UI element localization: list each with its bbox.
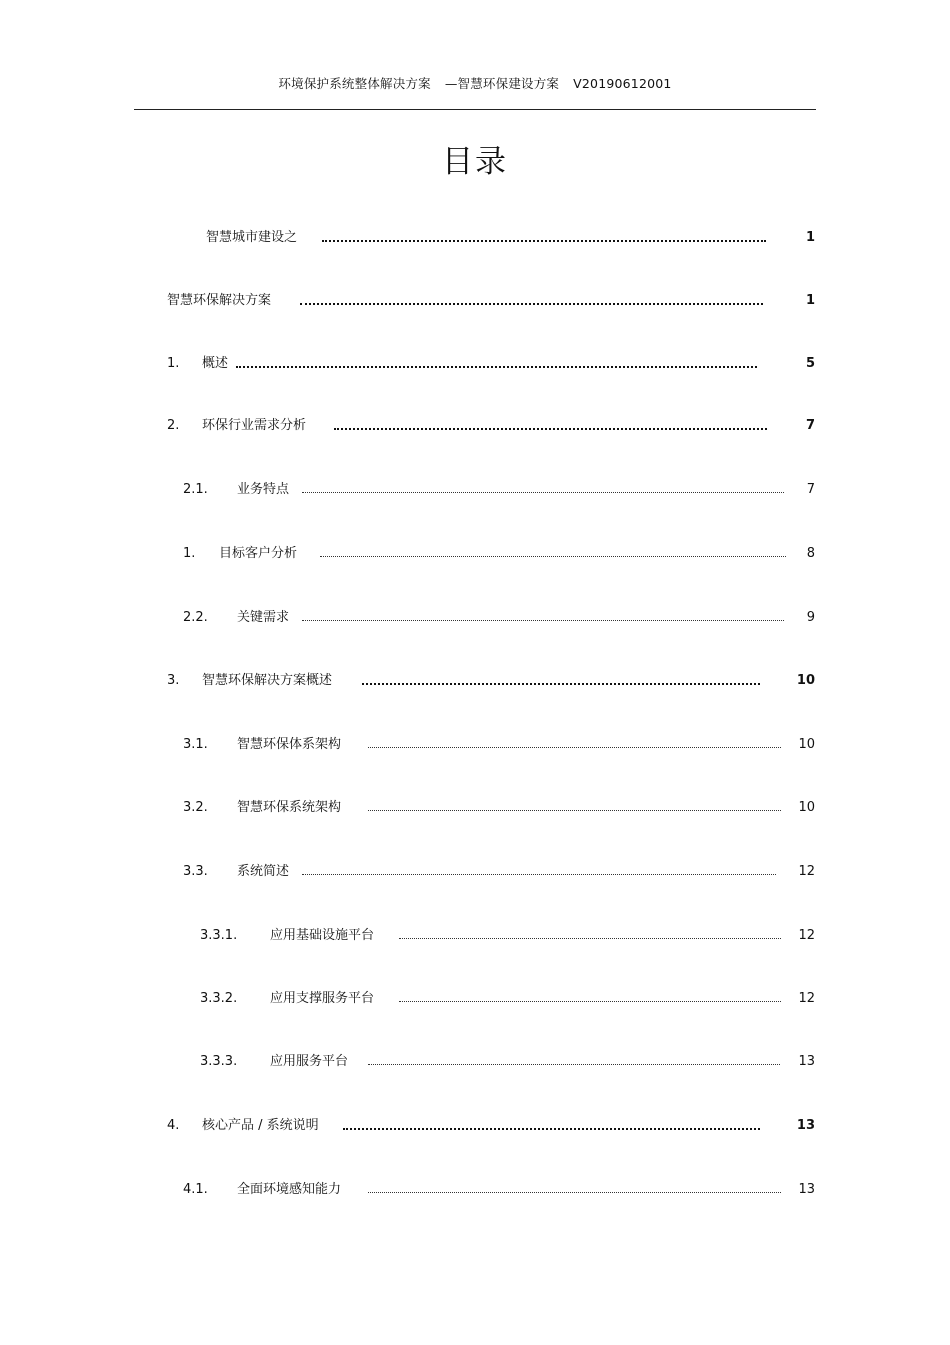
toc-entry[interactable] [183, 607, 815, 629]
toc-entry-page: 12 [798, 928, 815, 943]
header-subtitle: —智慧环保建设方案 [444, 76, 560, 91]
toc-entry[interactable] [183, 1179, 815, 1201]
toc-entry-label: 智慧环保体系架构 [237, 737, 342, 752]
toc-entry-label: 概述 [202, 356, 229, 371]
toc-entry-page: 12 [798, 991, 815, 1006]
toc-entry-page: 9 [806, 610, 815, 625]
toc-entry-label: 关键需求 [237, 610, 290, 625]
toc-dot-leader [343, 1128, 760, 1130]
toc-dot-leader [362, 683, 760, 685]
toc-dot-leader [399, 938, 781, 939]
toc-entry-label: 智慧环保系统架构 [237, 800, 342, 815]
toc-entry-label: 智慧环保解决方案 [167, 293, 272, 308]
toc-dot-leader [368, 810, 781, 811]
toc-entry-label: 应用服务平台 [270, 1054, 349, 1069]
toc-entry-number: 2.1. [183, 482, 208, 497]
toc-dot-leader [302, 492, 784, 493]
toc-entry-number: 3.3.2. [200, 991, 238, 1006]
toc-dot-leader [300, 303, 763, 305]
toc-entry-page: 8 [806, 546, 815, 561]
running-header [0, 74, 950, 92]
toc-entry-page: 13 [798, 1182, 815, 1197]
toc-entry[interactable] [183, 734, 815, 756]
toc-dot-leader [302, 874, 776, 875]
toc-entry-label: 应用支撑服务平台 [270, 991, 375, 1006]
header-title: 环境保护系统整体解决方案 [278, 76, 431, 91]
toc-entry-number: 3.3.1. [200, 928, 238, 943]
toc-entry-page: 13 [796, 1118, 815, 1133]
toc-entry-label: 业务特点 [237, 482, 290, 497]
toc-entry-number: 3.3. [183, 864, 208, 879]
toc-entry-page: 5 [805, 356, 815, 371]
toc-entry-label: 全面环境感知能力 [237, 1182, 342, 1197]
header-divider [134, 109, 816, 110]
toc-entry-label: 环保行业需求分析 [202, 418, 307, 433]
toc-entry-page: 1 [805, 293, 815, 308]
toc-entry-page: 13 [798, 1054, 815, 1069]
toc-dot-leader [320, 556, 786, 557]
toc-dot-leader [368, 1064, 780, 1065]
header-version: V20190612001 [573, 76, 672, 91]
toc-entry-number: 1. [167, 356, 180, 371]
toc-dot-leader [368, 1192, 781, 1193]
toc-entry-number: 4. [167, 1118, 180, 1133]
toc-dot-leader [334, 428, 767, 430]
toc-dot-leader [302, 620, 784, 621]
toc-dot-leader [322, 240, 766, 242]
toc-entry-page: 12 [798, 864, 815, 879]
toc-entry-number: 4.1. [183, 1182, 208, 1197]
toc-heading: 目录 [442, 144, 508, 180]
toc-entry[interactable] [200, 988, 815, 1010]
toc-entry[interactable] [183, 543, 815, 565]
toc-entry-page: 7 [805, 418, 815, 433]
toc-entry-label: 智慧环保解决方案概述 [202, 673, 333, 688]
toc-dot-leader [399, 1001, 781, 1002]
toc-dot-leader [368, 747, 781, 748]
toc-entry-number: 3.2. [183, 800, 208, 815]
toc-entry[interactable] [183, 861, 815, 883]
toc-entry[interactable] [167, 290, 815, 312]
toc-entry[interactable] [200, 1051, 815, 1073]
toc-entry[interactable] [183, 479, 815, 501]
toc-entry[interactable] [167, 670, 815, 692]
toc-entry-page: 7 [806, 482, 815, 497]
toc-entry-page: 10 [796, 673, 815, 688]
toc-entry-label: 核心产品 / 系统说明 [202, 1118, 319, 1133]
toc-entry-number: 1. [183, 546, 196, 561]
toc-entry-label: 系统简述 [237, 864, 290, 879]
toc-entry-page: 1 [805, 230, 815, 245]
toc-entry[interactable] [183, 797, 815, 819]
toc-entry-label: 目标客户分析 [219, 546, 298, 561]
toc-entry-number: 3.1. [183, 737, 208, 752]
toc-entry-number: 2.2. [183, 610, 208, 625]
toc-entry-number: 3. [167, 673, 180, 688]
toc-entry-label: 应用基础设施平台 [270, 928, 375, 943]
toc-entry[interactable] [167, 1115, 815, 1137]
toc-entry-number: 2. [167, 418, 180, 433]
toc-entry-number: 3.3.3. [200, 1054, 238, 1069]
toc-entry[interactable] [167, 415, 815, 437]
toc-entry[interactable] [167, 353, 815, 375]
toc-entry-page: 10 [798, 800, 815, 815]
toc-entry[interactable] [206, 227, 815, 249]
toc-entry[interactable] [200, 925, 815, 947]
toc-dot-leader [236, 366, 757, 368]
toc-entry-label: 智慧城市建设之 [206, 230, 298, 245]
toc-entry-page: 10 [798, 737, 815, 752]
